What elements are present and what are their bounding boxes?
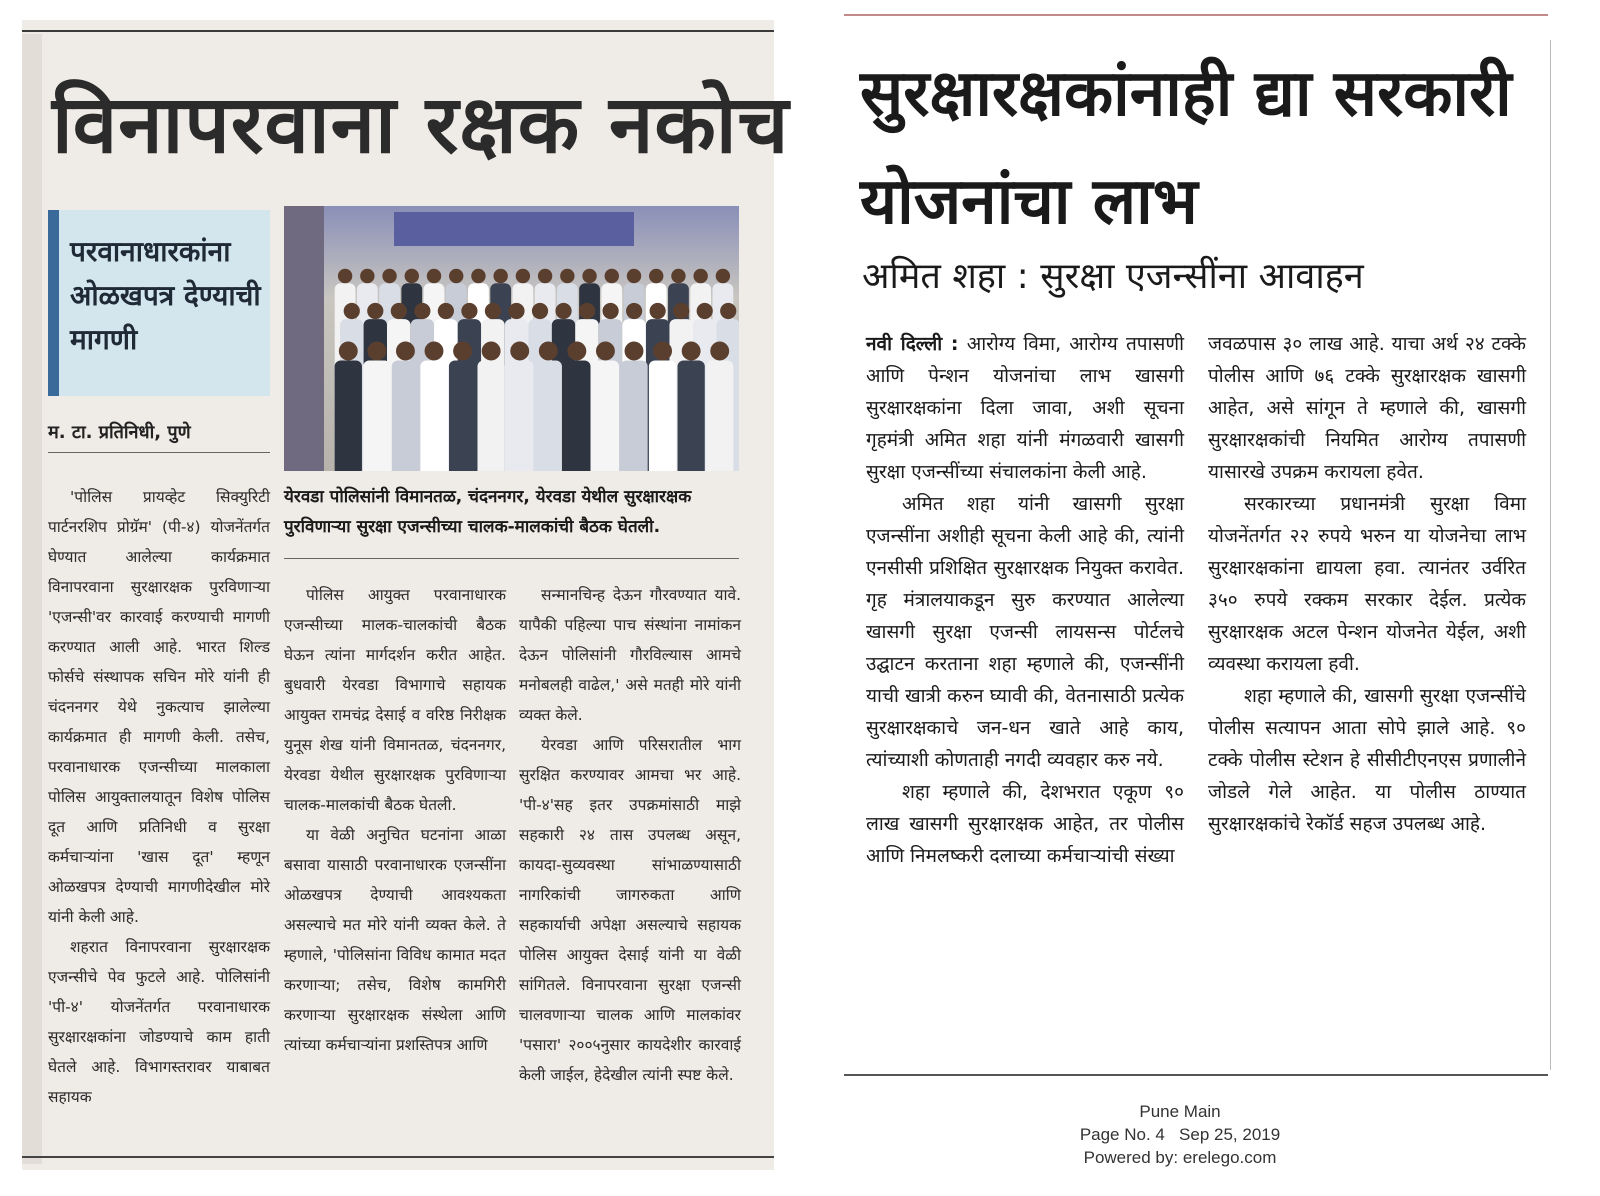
person-head bbox=[449, 269, 463, 283]
right-paragraph: शहा म्हणाले की, खासगी सुरक्षा एजन्सींचे पोलीस सत्यापन आता सोपे झाले आहे. ९० टक्के पोलीस स्टेशन हे सीसीटीएनएस प्रणालीने जोडले गेले आहेत. या पोलीस ठाण्यात सुरक्षारक्षकांचे रेकॉर्ड सहज उपलब्ध आहे. bbox=[1208, 685, 1526, 835]
person-head bbox=[720, 303, 736, 319]
subheadline-accent-bar bbox=[48, 210, 59, 396]
person-head bbox=[382, 269, 396, 283]
left-subheadline-box bbox=[48, 210, 270, 396]
person-body bbox=[420, 360, 447, 471]
page-date-label: Page No. 4 Sep 25, 2019 bbox=[1079, 1125, 1281, 1144]
right-column-1 bbox=[866, 328, 1184, 872]
adjacent-page-edge bbox=[22, 34, 42, 1164]
powered-by-label: Powered by: erelego.com bbox=[1083, 1148, 1277, 1167]
edition-label: Pune Main bbox=[1139, 1102, 1221, 1121]
person-body bbox=[649, 360, 676, 471]
person-head bbox=[710, 342, 729, 361]
person-body bbox=[563, 360, 590, 471]
right-headline: सुरक्षारक्षकांनाही द्या सरकारी योजनांचा लाभ bbox=[860, 57, 1512, 239]
person-head bbox=[438, 303, 454, 319]
dateline: नवी दिल्ली : bbox=[866, 333, 959, 355]
lead-text: आरोग्य विमा, आरोग्य तपासणी आणि पेन्शन योजनांचा लाभ खासगी सुरक्षारक्षकांना दिला जावा, अशी सूचना गृहमंत्री अमित शहा यांनी मंगळवारी खासगी सुरक्षा एजन्सींच्या संचालकांना केली आहे. bbox=[866, 333, 1184, 483]
person-head bbox=[693, 269, 707, 283]
person-head bbox=[673, 303, 689, 319]
bottom-rule bbox=[22, 1156, 774, 1158]
right-paragraph bbox=[866, 328, 1184, 488]
person-head bbox=[338, 269, 352, 283]
person-head bbox=[414, 303, 430, 319]
right-paragraph: सरकारच्या प्रधानमंत्री सुरक्षा विमा योजनेंतर्गत २२ रुपये भरुन या योजनेचा लाभ सुरक्षारक्षकांना द्यायला हवा. त्यानंतर उर्वरित ३५० रुपये रक्कम सरकार देईल. प्रत्येक सुरक्षारक्षक अटल पेन्शन योजनेत येईल, अशी व्यवस्था करायला हवी. bbox=[1208, 493, 1526, 675]
left-paragraph: 'पोलिस प्रायव्हेट सिक्युरिटी पार्टनरशिप प्रोग्रॅम' (पी-४) योजनेंतर्गत घेण्यात आलेल्या कार्यक्रमात विनापरवाना सुरक्षारक्षक पुरविणाऱ्या 'एजन्सी'वर कारवाई करण्याची मागणी करण्यात आली आहे. भारत शिल्ड फोर्सचे संस्थापक सचिन मोरे यांनी ही चंदननगर येथे नुकत्याच झालेल्या कार्यक्रमात ही मागणी केली. तसेच, परवानाधारक एजन्सीच्या मालकाला पोलिस आयुक्तालयातून विशेष पोलिस दूत आणि प्रतिनिधी व सुरक्षा कर्मचाऱ्यांना 'खास दूत' म्हणून ओळखपत्र देण्याची मागणीदेखील मोरे यांनी केली आहे. bbox=[48, 488, 270, 926]
person-head bbox=[539, 342, 558, 361]
left-paragraph: शहरात विनापरवाना सुरक्षारक्षक एजन्सीचे पेव फुटले आहे. पोलिसांनी 'पी-४' योजनेंतर्गत परवानाधारक सुरक्षारक्षकांना जोडण्याचे काम हाती घेतले आहे. विभागस्तरावर याबाबत सहायक bbox=[48, 938, 270, 1106]
person-body bbox=[706, 360, 733, 471]
left-paragraph: येरवडा आणि परिसरातील भाग सुरक्षित करण्यावर आमचा भर आहे. 'पी-४'सह इतर उपक्रमांसाठी माझे सहकारी २४ तास उपलब्ध असून, कायदा-सुव्यवस्था सांभाळण्यासाठी नागरिकांची जागरुकता आणि सहकार्याची अपेक्षा असल्याचे सहायक पोलिस आयुक्त देसाई यांनी या वेळी सांगितले. विनापरवाना सुरक्षा एजन्सी चालवणाऱ्या चालक आणि मालकांवर 'पसारा' २००५नुसार कायदेशीर कारवाई केली जाईल, हेदेखील त्यांनी स्पष्ट केले. bbox=[519, 736, 741, 1084]
person-head bbox=[367, 303, 383, 319]
top-rule bbox=[22, 30, 774, 32]
person-body bbox=[449, 360, 476, 471]
right-paragraph: शहा म्हणाले की, देशभरात एकूण ९० लाख खासगी सुरक्षारक्षक आहेत, तर पोलीस आणि निमलष्करी दलाच्या कर्मचाऱ्यांची संख्या bbox=[866, 781, 1184, 867]
person-head bbox=[649, 269, 663, 283]
person-head bbox=[510, 342, 529, 361]
left-headline: विनापरवाना रक्षक नकोच bbox=[52, 78, 790, 171]
person-head bbox=[482, 342, 501, 361]
left-paragraph: पोलिस आयुक्त परवानाधारक एजन्सीच्या मालक-चालकांची बैठक घेऊन त्यांना मार्गदर्शन करीत आहेत. बुधवारी येरवडा विभागाचे सहायक आयुक्त रामचंद्र देसाई व वरिष्ठ निरीक्षक युनूस शेख यांनी विमानतळ, चंदननगर, येरवडा येथील सुरक्षारक्षक पुरविणाऱ्या चालक-मालकांची बैठक घेतली. bbox=[284, 586, 506, 814]
left-news-clipping bbox=[22, 20, 790, 1170]
person-body bbox=[477, 360, 504, 471]
person-head bbox=[485, 303, 501, 319]
right-paragraph: अमित शहा यांनी खासगी सुरक्षा एजन्सींना अशीही सूचना केली आहे की, त्यांनी एनसीसी प्रशिक्षित सुरक्षारक्षक नियुक्त करावेत. गृह मंत्रालयाकडून सुरु करण्यात आलेल्या खासगी सुरक्षा एजन्सी लायसन्स पोर्टलचे उद्घाटन करताना शहा म्हणाले की, एजन्सींनी याची खात्री करुन घ्यावी की, वेतनासाठी प्रत्येक सुरक्षारक्षकाचे जन-धन खाते आहे काय, त्यांच्याशी कोणताही नगदी व्यवहार करु नये. bbox=[866, 493, 1184, 771]
person-head bbox=[650, 303, 666, 319]
person-body bbox=[363, 360, 390, 471]
person-head bbox=[716, 269, 730, 283]
person-body bbox=[592, 360, 619, 471]
person-head bbox=[339, 342, 358, 361]
right-bottom-rule bbox=[844, 1074, 1548, 1076]
person-head bbox=[697, 303, 713, 319]
left-column-3 bbox=[519, 580, 741, 1090]
person-head bbox=[461, 303, 477, 319]
group-photo bbox=[284, 206, 739, 471]
person-head bbox=[625, 342, 644, 361]
person-head bbox=[508, 303, 524, 319]
person-head bbox=[555, 303, 571, 319]
person-head bbox=[671, 269, 685, 283]
person-body bbox=[535, 360, 562, 471]
right-subheadline: अमित शहा : सुरक्षा एजन्सींना आवाहन bbox=[862, 256, 1364, 297]
person-head bbox=[579, 303, 595, 319]
person-head bbox=[682, 342, 701, 361]
right-column-edge bbox=[1550, 40, 1551, 1070]
person-head bbox=[567, 342, 586, 361]
right-top-rule bbox=[844, 14, 1548, 16]
person-head bbox=[493, 269, 507, 283]
person-head bbox=[396, 342, 415, 361]
person-body bbox=[392, 360, 419, 471]
person-head bbox=[453, 342, 472, 361]
person-head bbox=[427, 269, 441, 283]
person-body bbox=[335, 360, 362, 471]
source-footer bbox=[1030, 1100, 1330, 1169]
left-column-1 bbox=[48, 482, 270, 1112]
person-head bbox=[596, 342, 615, 361]
person-head bbox=[367, 342, 386, 361]
person-head bbox=[582, 269, 596, 283]
person-head bbox=[627, 269, 641, 283]
caption-rule bbox=[284, 558, 739, 559]
person-head bbox=[471, 269, 485, 283]
person-head bbox=[425, 342, 444, 361]
person-body bbox=[677, 360, 704, 471]
person-head bbox=[653, 342, 672, 361]
person-head bbox=[532, 303, 548, 319]
right-paragraph: जवळपास ३० लाख आहे. याचा अर्थ २४ टक्के पोलीस आणि ७६ टक्के सुरक्षारक्षक खासगी आहेत, असे सांगून ते म्हणाले की, खासगी सुरक्षारक्षकांची नियमित आरोग्य तपासणी यासारखे उपक्रम करायला हवेत. bbox=[1208, 333, 1526, 483]
person-head bbox=[626, 303, 642, 319]
person-head bbox=[605, 269, 619, 283]
person-head bbox=[516, 269, 530, 283]
person-body bbox=[620, 360, 647, 471]
person-head bbox=[538, 269, 552, 283]
person-head bbox=[344, 303, 360, 319]
left-subheadline: परवानाधारकांना ओळखपत्र देण्याची मागणी bbox=[70, 235, 261, 356]
group-photo-image bbox=[284, 206, 739, 471]
left-byline: म. टा. प्रतिनिधी, पुणे bbox=[48, 422, 191, 443]
person-head bbox=[360, 269, 374, 283]
person-body bbox=[506, 360, 533, 471]
person-head bbox=[405, 269, 419, 283]
person-head bbox=[391, 303, 407, 319]
photo-caption: येरवडा पोलिसांनी विमानतळ, चंदननगर, येरवडा येथील सुरक्षारक्षक पुरविणाऱ्या सुरक्षा एजन्सीच्या चालक-मालकांची बैठक घेतली. bbox=[284, 487, 692, 537]
person-head bbox=[602, 303, 618, 319]
left-paragraph: सन्मानचिन्ह देऊन गौरवण्यात यावे. यापैकी पहिल्या पाच संस्थांना नामांकन देऊन पोलिसांनी गौरविल्यास आमचे मनोबलही वाढेल,' असे मतही मोरे यांनी व्यक्त केले. bbox=[519, 586, 741, 724]
left-column-2 bbox=[284, 580, 506, 1060]
left-paragraph: या वेळी अनुचित घटनांना आळा बसावा यासाठी परवानाधारक एजन्सींना ओळखपत्र देण्याची आवश्यकता असल्याचे मत मोरे यांनी व्यक्त केले. ते म्हणाले, 'पोलिसांना विविध कामात मदत करणाऱ्या; तसेच, विशेष कामगिरी करणाऱ्या सुरक्षारक्षक संस्थेला आणि त्यांच्या कर्मचाऱ्यांना प्रशस्तिपत्र आणि bbox=[284, 826, 506, 1054]
byline-rule bbox=[48, 452, 270, 453]
person-head bbox=[560, 269, 574, 283]
right-column-2 bbox=[1208, 328, 1526, 840]
